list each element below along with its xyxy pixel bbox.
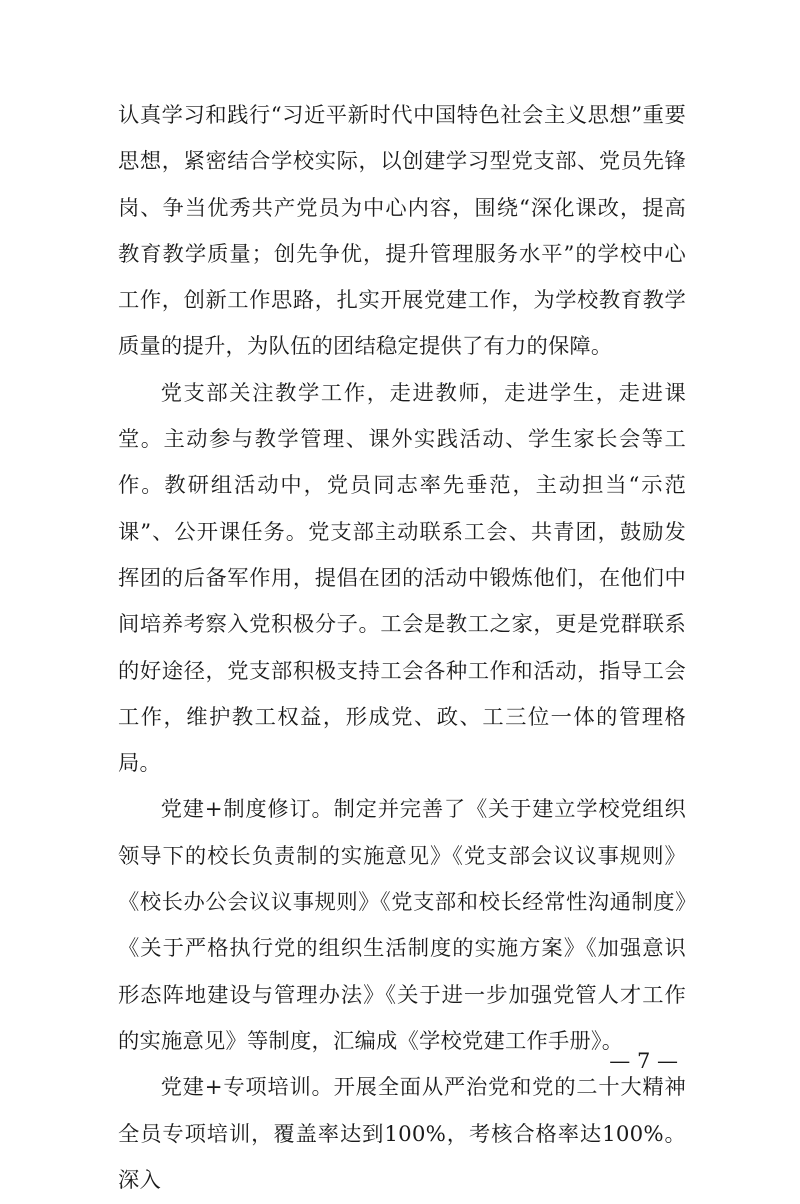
- paragraph-intro: 认真学习和践行“习近平新时代中国特色社会主义思想”重要思想，紧密结合学校实际，以创建学习型党支部、党员先锋岗、争当优秀共产党员为中心内容，围绕“深化课改，提高教育教学质量；创先争优，提升管理服务水平”的学校中心工作，创新工作思路，扎实开展党建工作，为学校教育教学质量的提升，为队伍的团结稳定提供了有力的保障。: [118, 103, 686, 360]
- body-text: [118, 93, 686, 1204]
- paragraph-system-revision: 党建+制度修订。制定并完善了《关于建立学校党组织领导下的校长负责制的实施意见》《党支部会议议事规则》《校长办公会议议事规则》《党支部和校长经常性沟通制度》《关于严格执行党的组织生活制度的实施方案》《加强意识形态阵地建设与管理办法》《关于进一步加强党管人才工作的实施意见》等制度，汇编成《学校党建工作手册》。: [118, 797, 686, 1054]
- paragraph-special-training: 党建+专项培训。开展全面从严治党和党的二十大精神全员专项培训，覆盖率达到100%，考核合格率达100%。深入: [118, 1075, 686, 1193]
- page-number: — 7 —: [609, 1049, 678, 1073]
- paragraph-teaching-work: 党支部关注教学工作，走进教师，走进学生，走进课堂。主动参与教学管理、课外实践活动、学生家长会等工作。教研组活动中，党员同志率先垂范，主动担当“示范课”、公开课任务。党支部主动联系工会、共青团，鼓励发挥团的后备军作用，提倡在团的活动中锻炼他们，在他们中间培养考察入党积极分子。工会是教工之家，更是党群联系的好途径，党支部积极支持工会各种工作和活动，指导工会工作，维护教工权益，形成党、政、工三位一体的管理格局。: [118, 380, 686, 777]
